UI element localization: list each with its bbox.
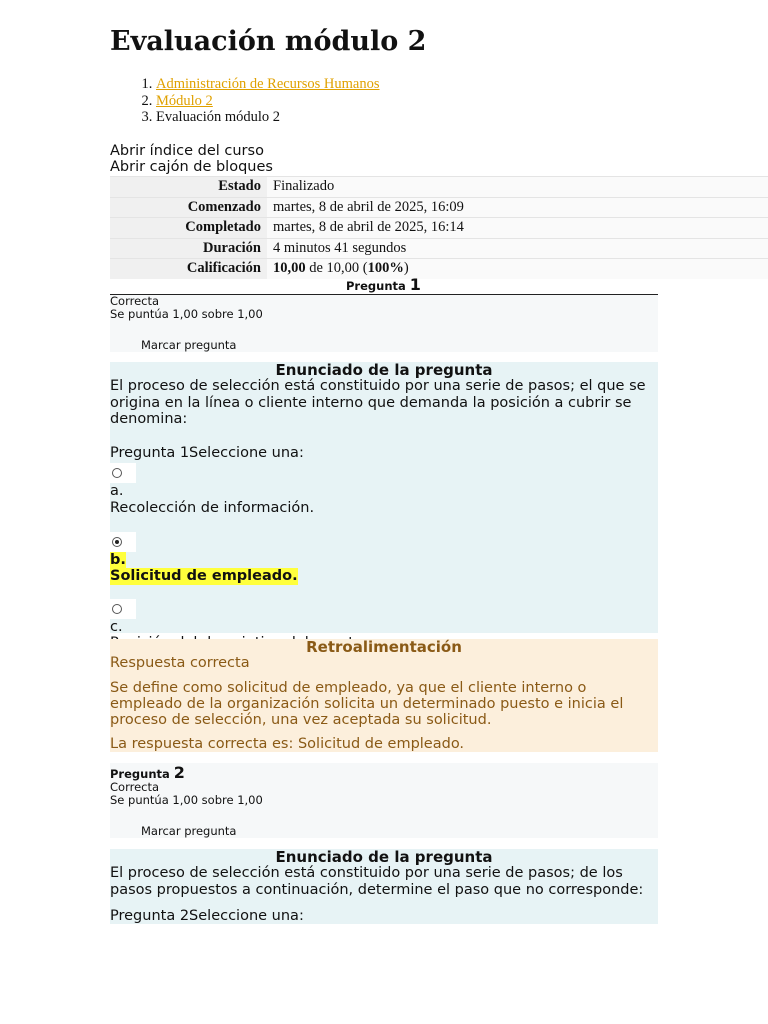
feedback-explanation: Se define como solicitud de empleado, ya que el cliente interno o empleado de la organización solicita un determinado puesto e inicia el proceso de selección, una vez aceptada su solicitud. xyxy=(110,679,624,729)
question-text: El proceso de selección está constituido por una serie de pasos; de los pasos propuestos a continuación, determine el paso que no corresponde: xyxy=(110,865,644,898)
breadcrumb-item xyxy=(156,76,380,93)
summary-label: Comenzado xyxy=(110,197,267,218)
summary-value: Finalizado xyxy=(267,177,768,198)
open-block-drawer-button[interactable]: Abrir cajón de bloques xyxy=(110,159,273,175)
question-score: Se puntúa 1,00 sobre 1,00 xyxy=(110,307,263,321)
question-text-title: Enunciado de la pregunta xyxy=(275,848,493,866)
option-a-radio-box xyxy=(110,463,136,483)
option-a-text: Recolección de información. xyxy=(110,499,315,516)
option-b-letter: b. xyxy=(110,552,126,569)
answer-prompt: Pregunta 1Seleccione una: xyxy=(110,445,304,462)
breadcrumb-link-course[interactable]: Administración de Recursos Humanos xyxy=(156,76,380,92)
summary-value: 4 minutos 41 segundos xyxy=(267,238,768,259)
option-b-radio-box xyxy=(110,532,136,552)
option-c-letter: c. xyxy=(110,618,123,635)
grade-percent: 100% xyxy=(367,260,404,277)
summary-label: Duración xyxy=(110,238,267,259)
question-number: 1 xyxy=(409,275,421,294)
breadcrumb-item xyxy=(156,93,380,110)
breadcrumb-item-current: 3. Evaluación módulo 2 xyxy=(156,109,380,126)
option-a-letter: a. xyxy=(110,483,124,500)
answer-prompt: Pregunta 2Seleccione una: xyxy=(110,907,304,924)
page-title: Evaluación módulo 2 xyxy=(110,26,427,57)
summary-row xyxy=(110,218,768,239)
grade-close: ) xyxy=(403,260,409,277)
option-b-radio[interactable] xyxy=(112,537,122,547)
question-status: Correcta xyxy=(110,294,160,308)
feedback-title: Retroalimentación xyxy=(306,638,462,656)
summary-row xyxy=(110,177,768,198)
option-b-text: Solicitud de empleado. xyxy=(110,568,298,585)
question-1-heading xyxy=(346,275,421,294)
summary-row xyxy=(110,259,768,279)
option-c-radio[interactable] xyxy=(112,604,122,614)
question-1-feedback xyxy=(110,639,658,752)
question-word: Pregunta xyxy=(110,767,170,781)
summary-value: martes, 8 de abril de 2025, 16:09 xyxy=(267,197,768,218)
question-text-title: Enunciado de la pregunta xyxy=(275,361,493,379)
question-status: Correcta xyxy=(110,780,160,794)
grade-value xyxy=(267,259,768,279)
flag-question-button[interactable]: Marcar pregunta xyxy=(141,824,237,838)
question-score: Se puntúa 1,00 sobre 1,00 xyxy=(110,793,263,807)
open-course-index-button[interactable]: Abrir índice del curso xyxy=(110,143,264,159)
flag-question-button[interactable]: Marcar pregunta xyxy=(141,338,237,352)
question-2-info xyxy=(110,763,658,838)
question-text: El proceso de selección está constituido por una serie de pasos; el que se origina en la línea o cliente interno que demanda la posición a cubrir se denomina: xyxy=(110,378,646,427)
summary-row xyxy=(110,238,768,259)
grade-score: 10,00 xyxy=(273,260,306,277)
question-word: Pregunta xyxy=(346,279,406,293)
option-c-radio-box xyxy=(110,599,136,619)
summary-value: martes, 8 de abril de 2025, 16:14 xyxy=(267,218,768,239)
grade-of: de 10,00 ( xyxy=(309,260,368,277)
question-2-content xyxy=(110,849,658,924)
summary-label: Calificación xyxy=(110,259,267,279)
feedback-result: Respuesta correcta xyxy=(110,655,250,672)
summary-row xyxy=(110,197,768,218)
breadcrumb xyxy=(110,76,380,126)
summary-label: Estado xyxy=(110,177,267,198)
summary-label: Completado xyxy=(110,218,267,239)
attempt-summary-table xyxy=(110,176,768,279)
question-1-info xyxy=(110,295,658,352)
feedback-correct-answer: La respuesta correcta es: Solicitud de empleado. xyxy=(110,736,465,753)
question-1-content xyxy=(110,362,658,633)
option-a-radio[interactable] xyxy=(112,468,122,478)
breadcrumb-link-module[interactable]: Módulo 2 xyxy=(156,92,213,109)
question-number: 2 xyxy=(173,763,185,782)
